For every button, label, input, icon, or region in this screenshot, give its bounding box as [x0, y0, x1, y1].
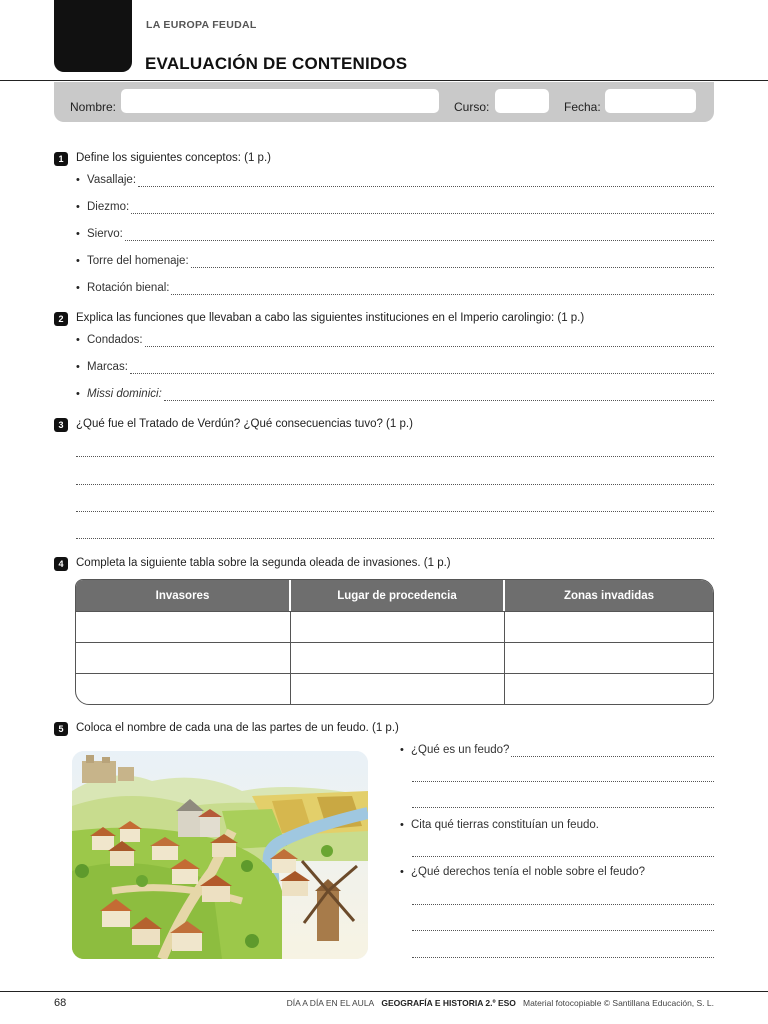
answer-line[interactable]	[76, 538, 714, 539]
bullet-icon: •	[400, 744, 404, 756]
table-cell[interactable]	[76, 674, 291, 704]
answer-line-diezmo[interactable]	[76, 198, 714, 214]
footer-credits	[287, 998, 714, 1008]
concept-label: Vasallaje:	[87, 174, 137, 186]
feudo-drawing	[72, 751, 368, 959]
answer-line[interactable]	[412, 930, 714, 931]
answer-line[interactable]	[412, 904, 714, 905]
question-2-text: Explica las funciones que llevaban a cabo las siguientes instituciones en el Imperio carolingio: (1 p.)	[76, 312, 585, 324]
subquestion-derechos	[400, 863, 714, 879]
question-3-number: 3	[54, 418, 68, 432]
feudo-illustration	[72, 751, 368, 959]
bullet-icon: •	[76, 201, 80, 213]
answer-line-que-es-feudo[interactable]	[400, 741, 714, 757]
header-tab	[54, 0, 132, 72]
question-1-text: Define los siguientes conceptos: (1 p.)	[76, 152, 271, 164]
dotted-line	[145, 336, 714, 347]
bullet-icon: •	[76, 174, 80, 186]
subquestion-label: Cita qué tierras constituían un feudo.	[411, 819, 599, 831]
title-divider	[0, 80, 768, 81]
header-invasores: Invasores	[76, 580, 291, 611]
question-5-number: 5	[54, 722, 68, 736]
page-title: EVALUACIÓN DE CONTENIDOS	[145, 54, 408, 73]
table-cell[interactable]	[76, 612, 291, 642]
bullet-icon: •	[400, 866, 404, 878]
concept-label: Torre del homenaje:	[87, 255, 189, 267]
answer-line-condados[interactable]	[76, 331, 714, 347]
answer-line[interactable]	[76, 456, 714, 457]
answer-line-rotacion[interactable]	[76, 279, 714, 295]
answer-line[interactable]	[76, 484, 714, 485]
bullet-icon: •	[76, 334, 80, 346]
table-row	[76, 611, 713, 642]
dotted-line	[511, 746, 714, 757]
table-cell[interactable]	[76, 643, 291, 673]
answer-line-marcas[interactable]	[76, 358, 714, 374]
header-zonas: Zonas invadidas	[563, 589, 655, 602]
answer-line[interactable]	[412, 856, 714, 857]
dotted-line	[125, 230, 714, 241]
student-info-bar	[54, 82, 714, 122]
answer-line-missi[interactable]	[76, 385, 714, 401]
footer-subject: GEOGRAFÍA E HISTORIA 2.º ESO	[381, 998, 516, 1008]
dotted-line	[131, 203, 714, 214]
question-4-text: Completa la siguiente tabla sobre la segunda oleada de invasiones. (1 p.)	[76, 557, 451, 569]
dotted-line	[130, 363, 714, 374]
table-cell[interactable]	[505, 643, 713, 673]
question-3-text: ¿Qué fue el Tratado de Verdún? ¿Qué consecuencias tuvo? (1 p.)	[76, 418, 413, 430]
curso-field[interactable]	[495, 89, 549, 113]
answer-line[interactable]	[412, 957, 714, 958]
subquestion-tierras	[400, 816, 714, 832]
question-2-number: 2	[54, 312, 68, 326]
table-cell[interactable]	[291, 612, 505, 642]
dotted-line	[164, 390, 714, 401]
page-number: 68	[54, 997, 67, 1009]
footer-divider	[0, 991, 768, 992]
header-lugar: Lugar de procedencia	[291, 580, 505, 611]
table-cell[interactable]	[505, 674, 713, 704]
bullet-icon: •	[76, 228, 80, 240]
question-1-number: 1	[54, 152, 68, 166]
question-5-text: Coloca el nombre de cada una de las partes de un feudo. (1 p.)	[76, 722, 399, 734]
curso-label: Curso:	[454, 100, 490, 114]
concept-label: Siervo:	[87, 228, 123, 240]
answer-line[interactable]	[412, 781, 714, 782]
subquestion-label: ¿Qué es un feudo?	[411, 744, 510, 756]
table-cell[interactable]	[291, 643, 505, 673]
answer-line-siervo[interactable]	[76, 225, 714, 241]
bullet-icon: •	[76, 361, 80, 373]
concept-label: Rotación bienal:	[87, 282, 170, 294]
answer-line-vasallaje[interactable]	[76, 171, 714, 187]
footer-copyright: Material fotocopiable © Santillana Educación, S. L.	[522, 998, 714, 1008]
nombre-field[interactable]	[121, 89, 439, 113]
institution-label: Missi dominici:	[87, 388, 162, 400]
bullet-icon: •	[76, 388, 80, 400]
subquestion-label: ¿Qué derechos tenía el noble sobre el feudo?	[411, 866, 645, 878]
dotted-line	[171, 284, 714, 295]
institution-label: Marcas:	[87, 361, 128, 373]
question-4-number: 4	[54, 557, 68, 571]
bullet-icon: •	[400, 819, 404, 831]
fecha-field[interactable]	[605, 89, 696, 113]
table-row	[76, 673, 713, 704]
table-row	[76, 642, 713, 673]
unit-title: LA EUROPA FEUDAL	[146, 19, 257, 31]
invasions-table	[75, 579, 714, 705]
table-header-row	[76, 580, 713, 611]
bullet-icon: •	[76, 282, 80, 294]
fecha-label: Fecha:	[564, 100, 601, 114]
answer-line-torre[interactable]	[76, 252, 714, 268]
institution-label: Condados:	[87, 334, 143, 346]
nombre-label: Nombre:	[70, 100, 117, 114]
dotted-line	[191, 257, 714, 268]
concept-label: Diezmo:	[87, 201, 130, 213]
answer-line[interactable]	[76, 511, 714, 512]
footer-series: DÍA A DÍA EN EL AULA	[286, 998, 375, 1008]
answer-line[interactable]	[412, 807, 714, 808]
dotted-line	[138, 176, 714, 187]
table-cell[interactable]	[291, 674, 505, 704]
table-cell[interactable]	[505, 612, 713, 642]
bullet-icon: •	[76, 255, 80, 267]
